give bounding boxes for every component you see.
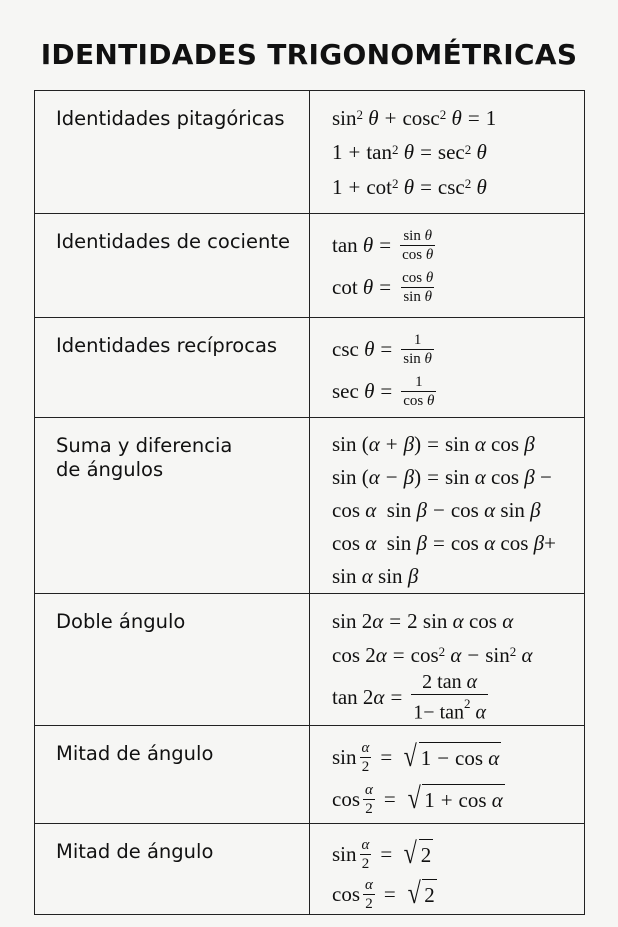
formula: sin 2 α = 2 sin α cos α bbox=[332, 608, 514, 633]
formula-cell bbox=[310, 418, 585, 594]
formula-cell bbox=[310, 318, 585, 418]
formula: sin α sin β bbox=[332, 564, 419, 588]
table-row bbox=[35, 594, 585, 726]
formula-cell bbox=[310, 91, 585, 214]
category-cell bbox=[35, 726, 310, 824]
formula: sec θ = $\frac{1}{\text{cos θ}}$ bbox=[332, 373, 435, 409]
radical-icon: √ bbox=[407, 877, 421, 910]
formula-cell bbox=[310, 594, 585, 726]
table-row bbox=[35, 726, 585, 824]
formula: sin $\frac{\alpha}{2}$ = √ 2 bbox=[332, 836, 432, 872]
formula: sin $^2$ θ + cosc $^2$ θ = 1 bbox=[332, 105, 497, 130]
category-cell bbox=[35, 91, 310, 214]
category-cell bbox=[35, 318, 310, 418]
category-cell bbox=[35, 214, 310, 318]
category-label: Mitad de ángulo bbox=[56, 840, 214, 863]
formula-cell bbox=[310, 726, 585, 824]
table-row bbox=[35, 214, 585, 318]
table-row bbox=[35, 824, 585, 915]
category-cell bbox=[35, 594, 310, 726]
category-label: Suma y diferencia de ángulos bbox=[56, 434, 233, 481]
formula: cos 2 α = cos $^2$ α − sin $^2$ α bbox=[332, 642, 533, 667]
formula: cos $\frac{\alpha}{2}$ = √ 2 bbox=[332, 876, 435, 912]
page-title: IDENTIDADES TRIGONOMÉTRICAS bbox=[40, 38, 578, 71]
category-label: Mitad de ángulo bbox=[56, 742, 214, 765]
formula: sin $\frac{\alpha}{2}$ = √ 1 − cos α bbox=[332, 739, 500, 775]
formula: cos α sin β − cos α sin β bbox=[332, 498, 541, 522]
radical-icon: √ bbox=[403, 740, 418, 773]
formula: tan θ = $\frac{\text{sin θ}}{\text{cos θ}}$ bbox=[332, 227, 434, 263]
formula: csc θ = $\frac{1}{\text{sin θ}}$ bbox=[332, 331, 432, 367]
formula: 1 + cot $^2$ θ = csc $^2$ θ bbox=[332, 174, 487, 199]
category-label: Identidades de cociente bbox=[56, 230, 290, 253]
formula-cell bbox=[310, 214, 585, 318]
formula: sin ( α − β ) = sin α cos β − bbox=[332, 465, 552, 489]
category-cell bbox=[35, 418, 310, 594]
category-label: Identidades recíprocas bbox=[56, 334, 278, 357]
formula: 1 + tan $^2$ θ = sec $^2$ θ bbox=[332, 140, 487, 164]
identities-table bbox=[34, 90, 585, 915]
table-row bbox=[35, 418, 585, 594]
radical-icon: √ bbox=[403, 837, 418, 870]
category-cell bbox=[35, 824, 310, 915]
formula: sin ( α + β ) = sin α cos β bbox=[332, 432, 535, 456]
formula: cot θ = $\frac{\text{cos θ}}{\text{sin θ}}$ bbox=[332, 269, 434, 305]
formula: tan 2 α = $\frac{\text{2 tan α}}{1- \tan^2 \alpha}$ bbox=[332, 670, 486, 724]
category-label: Identidades pitagóricas bbox=[56, 107, 285, 130]
category-label: Doble ángulo bbox=[56, 610, 186, 633]
table-row bbox=[35, 91, 585, 214]
formula: cos $\frac{\alpha}{2}$ = √ 1 + cos α bbox=[332, 781, 503, 817]
radical-icon: √ bbox=[407, 782, 421, 815]
formula-cell bbox=[310, 824, 585, 915]
formula: cos α sin β = cos α cos β + bbox=[332, 531, 556, 555]
table-row bbox=[35, 318, 585, 418]
